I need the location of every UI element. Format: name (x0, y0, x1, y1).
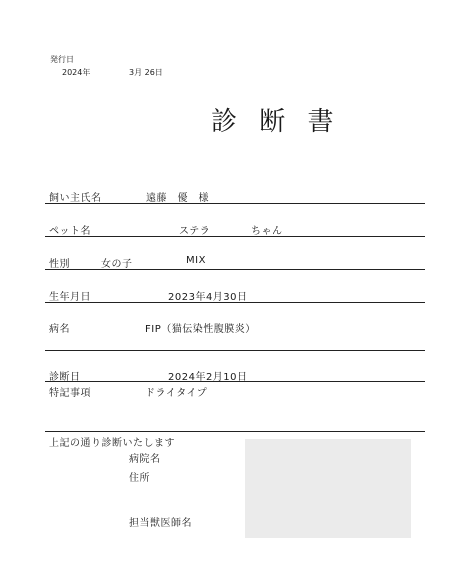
pet-name-suffix: ちゃん (251, 226, 283, 237)
hospital-name-label: 病院名 (129, 454, 161, 465)
pet-name-label: ペット名 (49, 226, 91, 237)
notes-rule (45, 431, 425, 432)
birth-rule (45, 302, 425, 303)
sex-label: 性別 (49, 259, 70, 270)
issue-month-day: 3月 26日 (129, 68, 163, 77)
vet-name-label: 担当獣医師名 (129, 518, 192, 529)
diagnosis-date-rule (45, 381, 425, 382)
notes-label: 特記事項 (49, 388, 91, 399)
notes-value: ドライタイプ (145, 388, 208, 399)
disease-value: FIP（猫伝染性腹膜炎） (145, 324, 256, 335)
pet-rule (45, 236, 425, 237)
disease-rule (45, 350, 425, 351)
certification-statement: 上記の通り診断いたします (49, 438, 175, 449)
address-label: 住所 (129, 473, 150, 484)
birth-date-value: 2023年4月30日 (168, 292, 248, 303)
birth-date-label: 生年月日 (49, 292, 91, 303)
owner-value: 遠藤 優 様 (146, 193, 209, 204)
breed-value: MIX (186, 255, 206, 266)
owner-label: 飼い主氏名 (49, 193, 102, 204)
document-title: 診 断 書 (211, 107, 341, 137)
sex-value: 女の子 (101, 259, 133, 270)
issue-year: 2024年 (62, 68, 91, 77)
owner-rule (45, 203, 425, 204)
diagnosis-date-value: 2024年2月10日 (168, 372, 248, 383)
disease-label: 病名 (49, 324, 70, 335)
diagnosis-date-label: 診断日 (49, 372, 81, 383)
redacted-block (245, 439, 411, 538)
sex-rule (45, 269, 425, 270)
issue-date-label: 発行日 (50, 55, 74, 64)
pet-name-value: ステラ (179, 226, 211, 237)
